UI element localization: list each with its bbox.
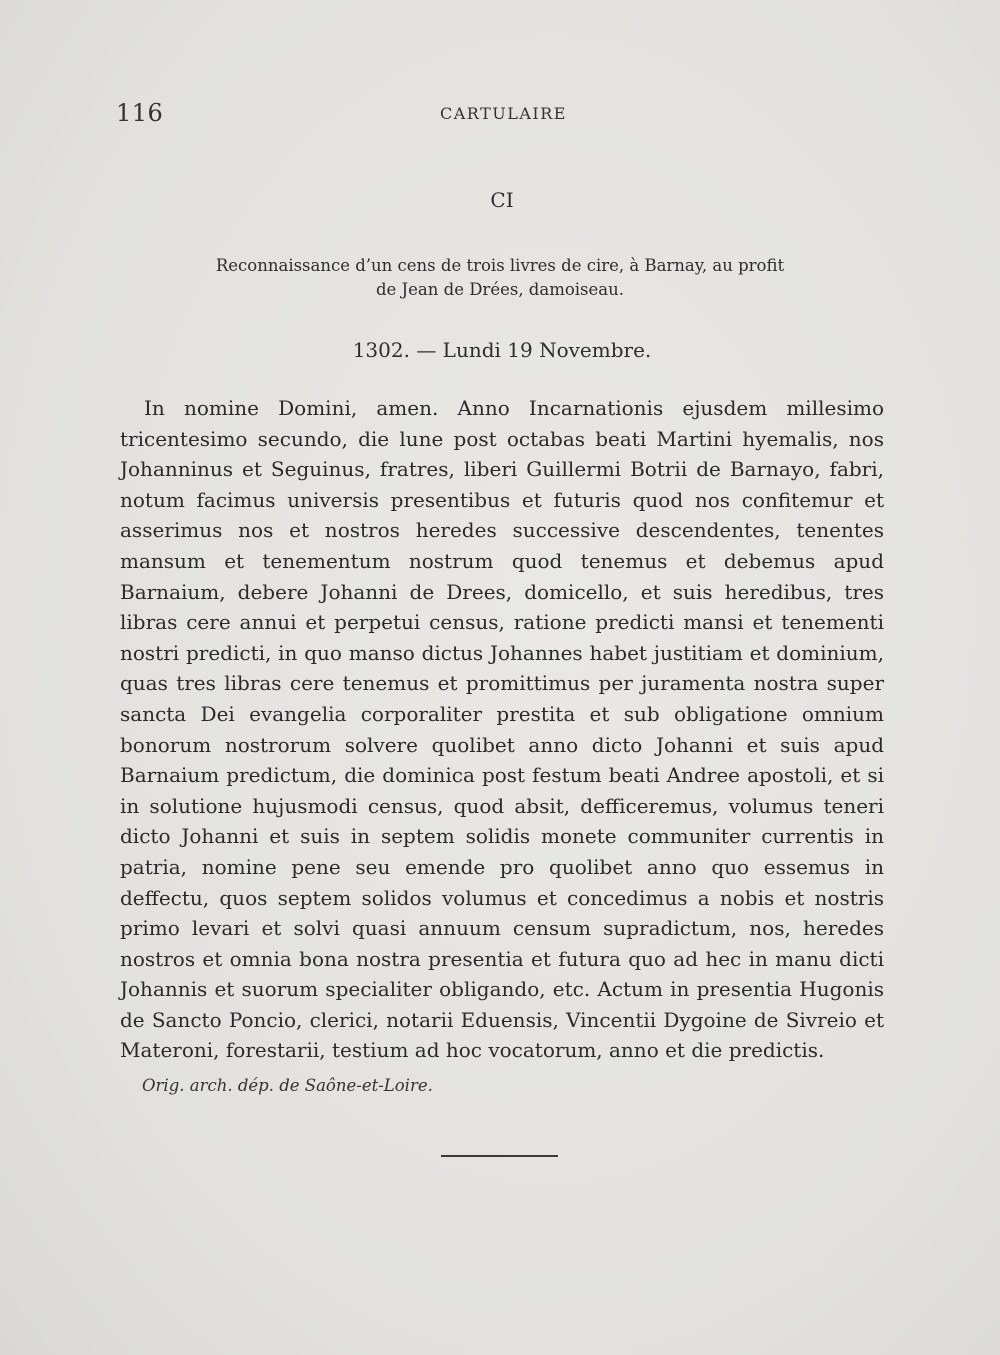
charter-date: 1302. — Lundi 19 Novembre. — [352, 338, 652, 362]
closing-rule — [441, 1155, 558, 1157]
source-citation: Orig. arch. dép. de Saône-et-Loire. — [142, 1076, 433, 1095]
charter-text: In nomine Domini, amen. Anno Incarnationis ejusdem millesimo tricentesimo secundo, die lune post octabas beati Martini hyemalis, nos Johanninus et Seguinus, fratres, liberi Guillermi Botrii de Barnayo, fabri, notum facimus universis presentibus et futuris quod nos confitemur et asserimus nos et nostros heredes successive descendentes, tenentes mansum et tenementum nostrum quod tenemus et debemus apud Barnaium, debere Johanni de Drees, domicello, et suis heredibus, tres libras cere annui et perpetui census, ratione predicti mansi et tenementi nostri predicti, in quo manso dictus Johannes habet justitiam et dominium, quas tres libras cere tenemus et promittimus per juramenta nostra super sancta Dei evangelia corporaliter prestita et sub obligatione omnium bonorum nostrorum solvere quolibet anno dicto Johanni et suis apud Barnaium predictum, die dominica post festum beati Andree apostoli, et si in solutione hujusmodi census, quod absit, defficeremus, volumus teneri dicto Johanni et suis in septem solidis monete communiter currentis in patria, nomine pene seu emende pro quolibet anno quo essemus in deffectu, quos septem solidos volumus et concedimus a nobis et nostris primo levari et solvi quasi annuum censum supradictum, nos, heredes nostros et omnia bona nostra presentia et futura quo ad hec in manu dicti Johannis et suorum specialiter obligando, etc. Actum in presentia Hugonis de Sancto Poncio, clerici, notarii Eduensis, Vincentii Dygoine de Sivreio et Materoni, forestarii, testium ad hoc vocatorum, anno et die predictis. — [120, 396, 884, 1063]
running-title: CARTULAIRE — [440, 104, 567, 123]
charter-text-block — [120, 393, 884, 1066]
charter-number: CI — [490, 188, 514, 212]
charter-summary: Reconnaissance d’un cens de trois livres de cire, à Barnay, au profit de Jean de Drées, damoiseau. — [215, 256, 785, 299]
page-number: 116 — [116, 99, 164, 127]
